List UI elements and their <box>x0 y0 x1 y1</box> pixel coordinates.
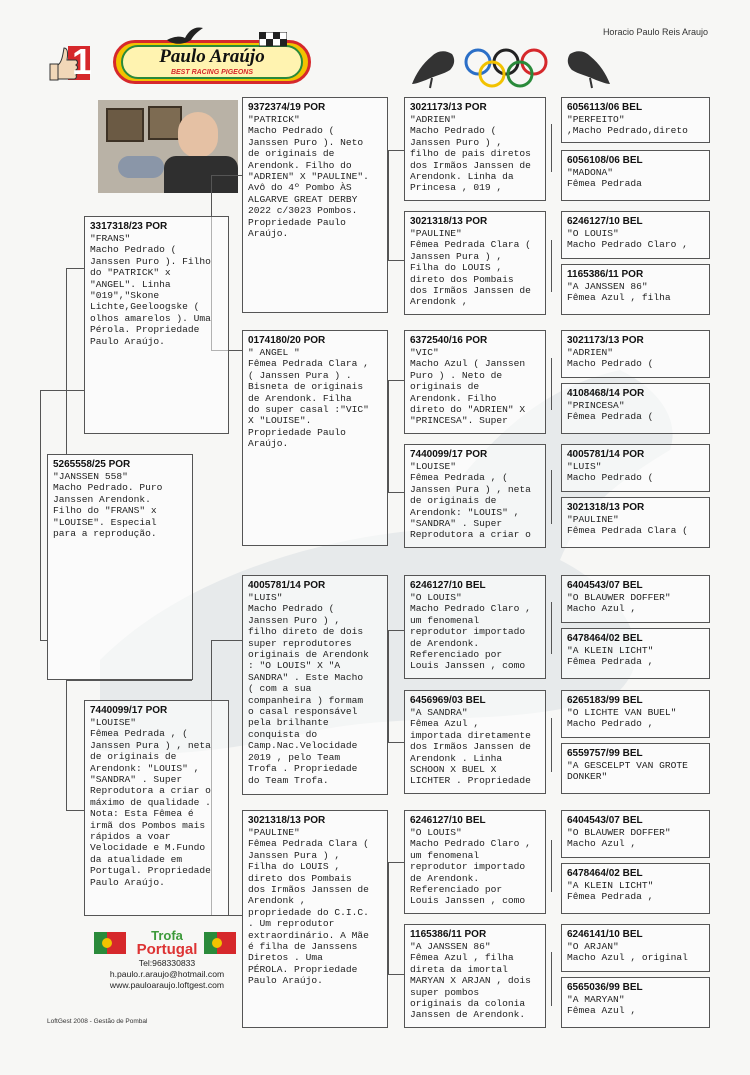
owner-name: Horacio Paulo Reis Araujo <box>602 27 708 37</box>
contact-city: Trofa <box>151 928 183 943</box>
ggp-card-5: 6246127/10 BEL "O LOUIS" Macho Pedrado Claro , um fenomenal reprodutor importado de Arendonk. Referenciado por Louis Janssen , como <box>404 575 546 679</box>
dam-ring: 7440099/17 POR <box>90 705 168 716</box>
g5-card-4: 1165386/11 POR "A JANSSEN 86" Fêmea Azul , filha <box>561 264 710 315</box>
logo-title: Paulo Araújo <box>159 46 265 67</box>
sire-card <box>84 216 229 434</box>
logo-number: 1 <box>72 41 93 82</box>
sire-ring: 3317318/23 POR <box>90 221 168 232</box>
dam-dam-card <box>242 810 388 1028</box>
g5-card-11: 6265183/99 BEL "O LICHTE VAN BUEL" Macho Pedrado , <box>561 690 710 738</box>
subject-desc: "JANSSEN 558" Macho Pedrado. Puro Janssen Arendonk. Filho do "FRANS" x "LOUISE". Especial para a reprodução. <box>53 471 163 540</box>
dam-card <box>84 700 229 916</box>
dam-desc: "LOUISE" Fêmea Pedrada , ( Janssen Pura ) , neta de originais de Arendonk: "LOUIS" , "SANDRA" . Super Reprodutora a criar o máximo de qualidade . Nota: Esta Fêmea é irmã dos Pombos mais rápidos a voar Velocidade e M.Fundo da atualidade em Portugal. Propriedade Paulo Araújo. <box>90 717 211 888</box>
g5-card-12: 6559757/99 BEL "A GESCELPT VAN GROTE DONKER" <box>561 743 710 794</box>
g5-card-15: 6246141/10 BEL "O ARJAN" Macho Azul , original <box>561 924 710 972</box>
g5-card-16: 6565036/99 BEL "A MARYAN" Fêmea Azul , <box>561 977 710 1028</box>
olympic-pigeons-icon <box>408 44 614 90</box>
sire-dam-ring: 0174180/20 POR <box>248 335 326 346</box>
dam-dam-desc: "PAULINE" Fêmea Pedrada Clara ( Janssen Pura ) , Filha do LOUIS , direto dos Pombais dos Irmãos Janssen de Arendonk , propriedade do C.I.C. . Um reprodutor extraordinário. A Mãe é filha de Janssens Diretos . Uma PÉROLA. Propriedade Paulo Araújo. <box>248 827 369 987</box>
sire-sire-desc: "PATRICK" Macho Pedrado ( Janssen Puro ). Neto de originais de Arendonk. Filho do "ADRIEN" X "PAULINE". Avô do 4º Pombo ÀS ALGARVE GREAT DERBY 2022 c/3023 Pombos. Propriedade Paulo Araújo. <box>248 114 369 240</box>
contact-email[interactable]: h.paulo.r.araujo@hotmail.com <box>109 969 225 979</box>
contact-website[interactable]: www.pauloaraujo.loftgest.com <box>109 980 225 990</box>
sire-sire-ring: 9372374/19 POR <box>248 102 326 113</box>
ggp-card-1: 3021173/13 POR "ADRIEN" Macho Pedrado ( Janssen Puro ) , filho de pais diretos dos Irmãos Janssen de Arendonk. Linha da Princesa , 019 , <box>404 97 546 201</box>
g5-card-13: 6404543/07 BEL "O BLAUWER DOFFER" Macho Azul , <box>561 810 710 858</box>
g5-card-3: 6246127/10 BEL "O LOUIS" Macho Pedrado Claro , <box>561 211 710 259</box>
flag-portugal-icon <box>204 932 236 954</box>
ggp-card-8: 1165386/11 POR "A JANSSEN 86" Fêmea Azul , filha direta da imortal MARYAN X ARJAN , dois super pombos originais da colonia Janssen de Arendonk. <box>404 924 546 1028</box>
g5-card-14: 6478464/02 BEL "A KLEIN LICHT" Fêmea Pedrada , <box>561 863 710 914</box>
dam-sire-card <box>242 575 388 795</box>
ggp-card-3: 6372540/16 POR "VIC" Macho Azul ( Janssen Puro ) . Neto de originais de Arendonk. Filho direto do "ADRIEN" X "PRINCESA". Super <box>404 330 546 434</box>
g5-card-6: 4108468/14 POR "PRINCESA" Fêmea Pedrada ( <box>561 383 710 434</box>
g5-card-8: 3021318/13 POR "PAULINE" Fêmea Pedrada Clara ( <box>561 497 710 548</box>
subject-card <box>47 454 193 680</box>
footer-text: LoftGest 2008 - Gestão de Pombal <box>47 1018 148 1025</box>
ggp-card-2: 3021318/13 POR "PAULINE" Fêmea Pedrada Clara ( Janssen Pura ) , Filha do LOUIS , direto dos Pombais dos Irmãos Janssen de Arendonk , <box>404 211 546 315</box>
ggp-card-6: 6456969/03 BEL "A SANDRA" Fêmea Azul , importada diretamente dos Irmãos Janssen de Arendonk . Linha SCHOON X BUEL X LICHTER . Propriedade <box>404 690 546 794</box>
g5-card-10: 6478464/02 BEL "A KLEIN LICHT" Fêmea Pedrada , <box>561 628 710 679</box>
g5-card-2: 6056108/06 BEL "MADONA" Fêmea Pedrada <box>561 150 710 201</box>
sire-desc: "FRANS" Macho Pedrado ( Janssen Puro ). Filho do "PATRICK" x "ANGEL". Linha "019","Skone Lichte,Geeloogske ( olhos amarelos ). Uma Pérola. Propriedade Paulo Araújo. <box>90 233 211 347</box>
sire-dam-card <box>242 330 388 546</box>
dam-dam-ring: 3021318/13 POR <box>248 815 326 826</box>
dam-sire-desc: "LUIS" Macho Pedrado ( Janssen Puro ) , filho direto de dois super reprodutores originais de Arendonk : "O LOUIS" X "A SANDRA" . Este Macho ( com a sua companheira ) formam o casal responsável pela brilhante conquista do Camp.Nac.Velocidade 2019 , pelo Team Trofa . Propriedade do Team Trofa. <box>248 592 369 786</box>
dam-sire-ring: 4005781/14 POR <box>248 580 326 591</box>
owner-photo <box>98 100 238 193</box>
contact-country: Portugal <box>136 941 198 958</box>
g5-card-1: 6056113/06 BEL "PERFEITO" ,Macho Pedrado,direto <box>561 97 710 143</box>
sire-dam-desc: " ANGEL " Fêmea Pedrada Clara , ( Janssen Pura ) . Bisneta de originais de Arendonk. Filha do super casal :"VIC" X "LOUISE". Propriedade Paulo Araújo. <box>248 347 369 450</box>
g5-card-7: 4005781/14 POR "LUIS" Macho Pedrado ( <box>561 444 710 492</box>
thumbs-up-icon <box>46 42 92 82</box>
ggp-card-7: 6246127/10 BEL "O LOUIS" Macho Pedrado Claro , um fenomenal reprodutor importado de Arendonk. Referenciado por Louis Janssen , como <box>404 810 546 914</box>
logo-subtitle: BEST RACING PIGEONS <box>170 69 254 76</box>
contact-block <box>92 928 242 991</box>
g5-card-9: 6404543/07 BEL "O BLAUWER DOFFER" Macho Azul , <box>561 575 710 623</box>
g5-card-5: 3021173/13 POR "ADRIEN" Macho Pedrado ( <box>561 330 710 378</box>
sire-sire-card <box>242 97 388 313</box>
pigeon-icon <box>165 26 205 48</box>
contact-tel: Tel:968330833 <box>138 958 196 968</box>
logo <box>113 36 313 86</box>
subject-ring: 5265558/25 POR <box>53 459 131 470</box>
ggp-card-4: 7440099/17 POR "LOUISE" Fêmea Pedrada , ( Janssen Pura ) , neta de originais de Arendonk: "LOUIS" , "SANDRA" . Super Reprodutora a criar o <box>404 444 546 548</box>
